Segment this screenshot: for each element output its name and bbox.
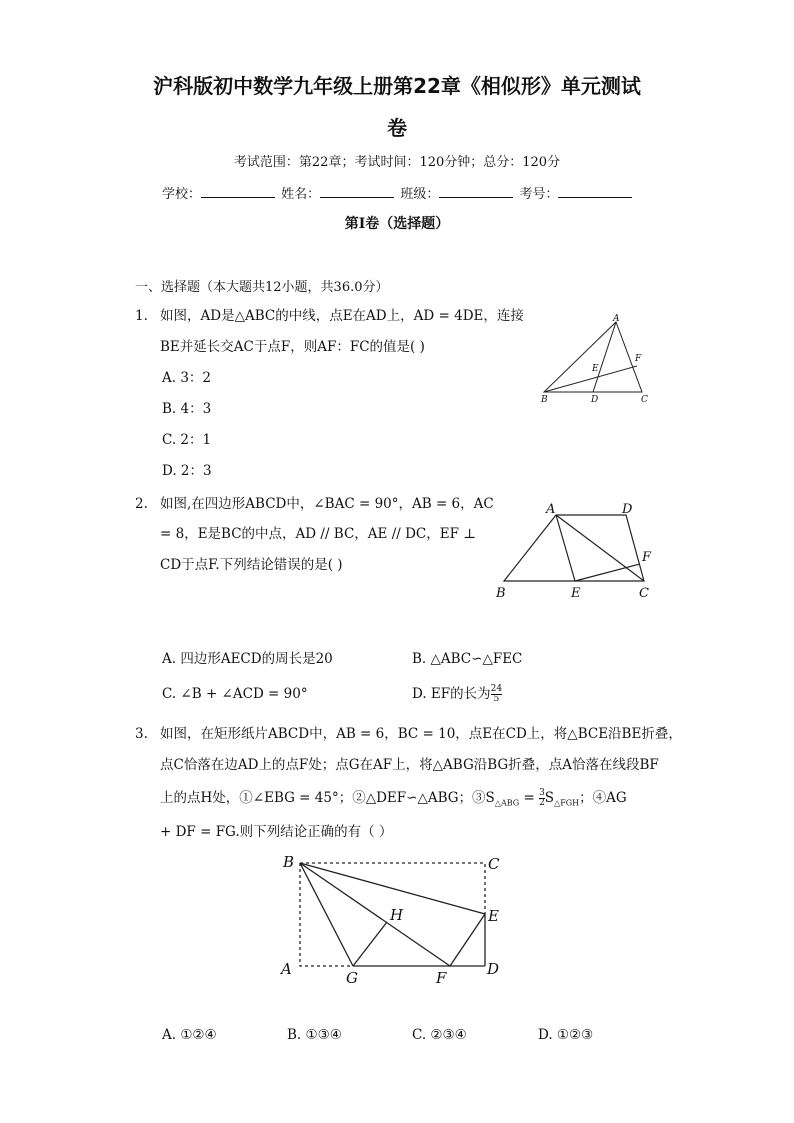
q1-label-c: C [641,395,648,405]
q2-option-b[interactable]: B. △ABC∽△FEC [412,651,523,667]
exam-info: 考试范围：第22章；考试时间：120分钟；总分：120分 [233,155,561,170]
q3-label-g: G [346,969,358,987]
q1-label-f: F [635,354,642,364]
name-label: 姓名： [281,187,321,202]
q2-label-f: F [642,550,652,565]
q3-line-bf [300,863,450,966]
q1-option-d[interactable]: D. 2：3 [162,463,212,479]
q1-triangle [544,322,642,392]
q2-label-a: A [546,502,556,517]
q3-line-bg [300,863,353,966]
q3-subscript-fgh: △FGH [554,798,580,808]
q3-line3-end: ；④AG [579,790,627,806]
q3-text-line1: 如图，在矩形纸片ABCD中，AB = 6，BC = 10，点E在CD上，将△BCE沿BE折叠， [160,726,682,742]
page-title-line2: 卷 [387,116,407,140]
q3-text-line4: + DF = FG.则下列结论正确的有（ ） [160,824,393,840]
q2-number: 2. [135,496,148,512]
volume-title: 第I卷（选择题） [344,216,450,232]
q2-label-e: E [571,586,581,601]
q3-number: 3. [135,726,148,742]
q2-label-b: B [496,586,506,601]
q2-diagonal-ac [556,515,644,581]
q2-fraction-denominator: 5 [493,694,500,704]
student-fields [162,183,634,202]
q3-s2: S [544,790,555,806]
q2-fraction-numerator: 24 [490,684,503,694]
q3-option-a[interactable]: A. ①②④ [162,1027,217,1043]
page-title-line1: 沪科版初中数学九年级上册第22章《相似形》单元测试 [153,74,641,98]
q3-subscript-abg: △ABG [494,798,520,808]
q3-label-f: F [436,969,447,987]
q3-label-b: B [283,853,295,871]
q2-option-d-text: D. EF的长为 [412,686,491,702]
q3-line-gh [353,922,387,966]
q3-text-line2: 点C恰落在边AD上的点F处；点G在AF上，将△ABG沿BG折叠，点A恰落在线段BF [160,757,659,773]
q1-option-b[interactable]: B. 4：3 [162,401,212,417]
number-blank[interactable] [558,185,632,198]
school-label: 学校： [162,187,202,202]
q2-figure [490,495,660,605]
q3-option-d[interactable]: D. ①②③ [538,1027,594,1043]
q1-figure [530,310,660,405]
q2-line-ef [575,564,640,581]
school-blank[interactable] [201,185,275,198]
q3-label-d: D [487,960,500,978]
section-header: 一、选择题（本大题共12小题，共36.0分） [135,280,389,295]
q1-text-line1: 如图，AD是△ABC的中线，点E在AD上，AD = 4DE，连接 [160,308,524,324]
q1-label-b: B [541,395,548,405]
q2-option-d[interactable] [412,684,502,704]
q1-number: 1. [135,308,148,324]
class-blank[interactable] [439,185,513,198]
q2-line-ae [556,515,575,581]
q2-option-d-fraction [491,685,502,704]
q2-option-c[interactable]: C. ∠B + ∠ACD = 90° [162,686,308,702]
q1-label-d: D [591,395,599,405]
q3-line-fe [450,914,485,966]
q1-label-e: E [592,364,599,374]
q2-quadrilateral [504,515,644,581]
q1-option-a[interactable]: A. 3：2 [162,370,212,386]
number-label: 考号： [519,187,559,202]
q3-text-line3 [160,788,627,814]
name-blank[interactable] [320,185,394,198]
q3-option-b[interactable]: B. ①③④ [287,1027,342,1043]
q1-label-a: A [613,314,620,324]
q3-equals: = [519,790,540,806]
q2-label-c: C [639,586,649,601]
q3-option-c[interactable]: C. ②③④ [412,1027,467,1043]
q2-text-line3: CD于点F.下列结论错误的是( ) [160,557,343,573]
q3-fraction-denominator: 2 [539,798,545,808]
q2-text-line2: = 8，E是BC的中点，AD // BC，AE // DC，EF ⊥ [160,526,476,542]
q3-fraction-numerator: 3 [539,788,545,798]
q2-text-line1: 如图,在四边形ABCD中，∠BAC = 90°，AB = 6，AC [160,496,494,512]
q3-line3-start: 上的点H处，①∠EBG = 45°；②△DEF∽△ABG；③S [160,790,495,806]
class-label: 班级： [400,187,440,202]
q3-label-e: E [488,907,499,925]
q2-option-a[interactable]: A. 四边形AECD的周长是20 [162,651,333,667]
q1-text-line2: BE并延长交AC于点F，则AF：FC的值是( ) [160,339,425,355]
q2-label-d: D [622,502,633,517]
q1-option-c[interactable]: C. 2：1 [162,432,212,448]
q3-label-h: H [390,906,404,924]
q3-figure [275,848,515,988]
q3-label-c: C [488,855,500,873]
q3-label-a: A [281,960,292,978]
